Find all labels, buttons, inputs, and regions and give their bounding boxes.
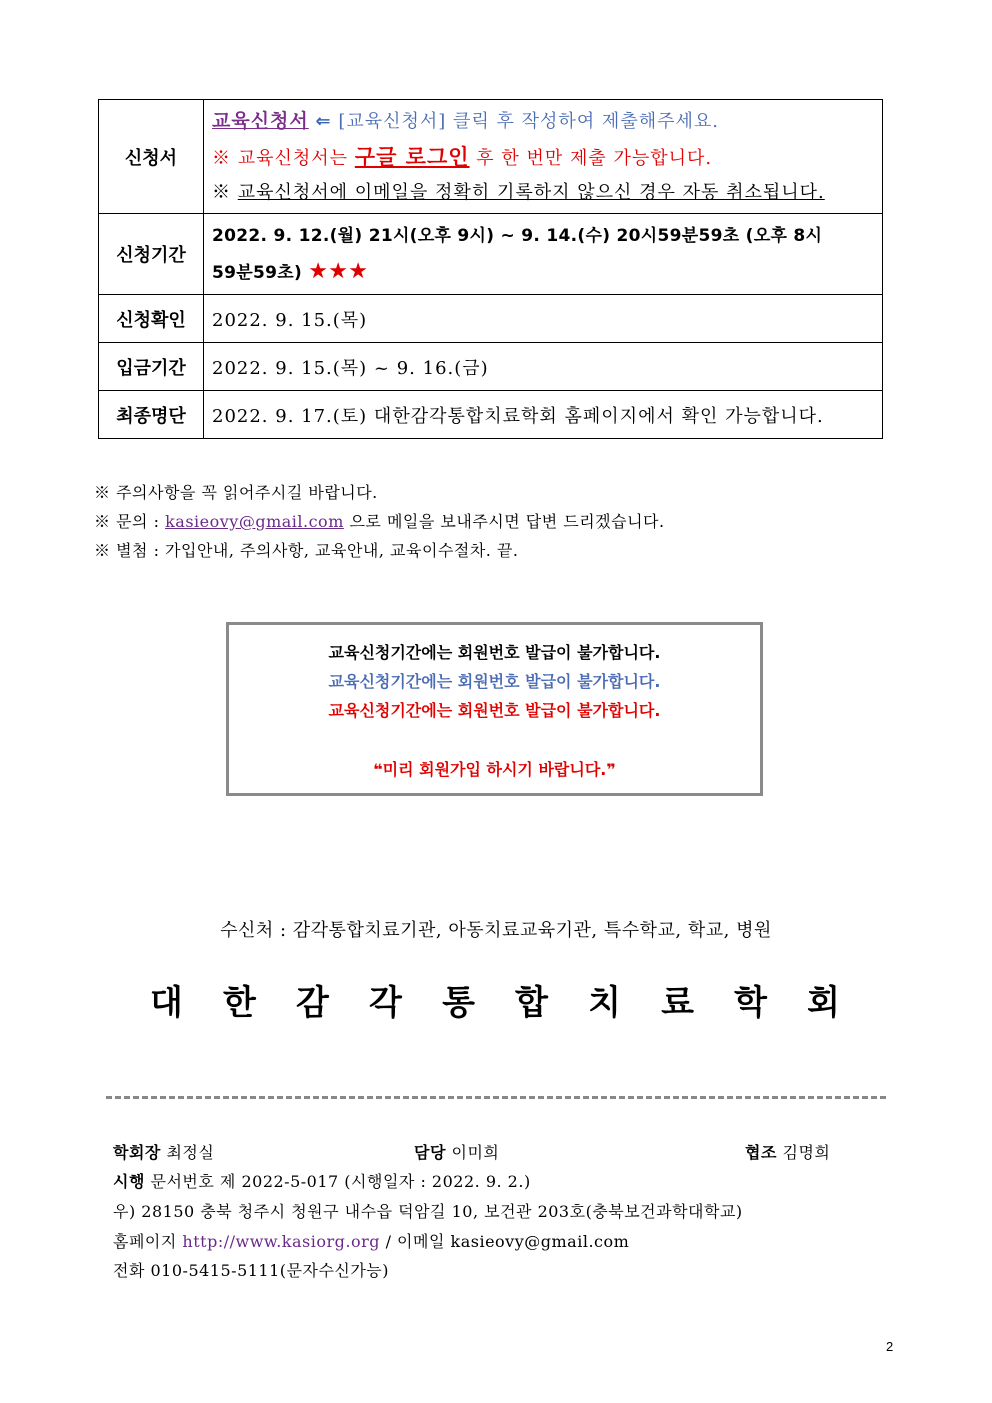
inquiry-prefix: ※ 문의 : <box>94 512 160 531</box>
note-attachment: ※ 별첨 : 가입안내, 주의사항, 교육안내, 교육이수절차. 끝. <box>94 541 519 560</box>
application-table <box>98 99 883 439</box>
footer-manager <box>414 1140 499 1163</box>
society-char: 통 <box>442 983 475 1023</box>
society-char: 회 <box>807 983 840 1023</box>
society-char: 한 <box>223 983 256 1023</box>
footer-staff-line <box>113 1140 214 1163</box>
period-line-1: 2022. 9. 12.(월) 21시(오후 9시) ~ 9. 14.(수) 20시59분59초 (오후 8시 <box>212 226 823 246</box>
confirmation-date: 2022. 9. 15.(목) <box>204 295 883 343</box>
page-number: 2 <box>886 1339 894 1354</box>
email-label: / 이메일 <box>385 1232 445 1251</box>
society-char: 치 <box>588 983 621 1023</box>
note-inquiry <box>94 507 665 536</box>
homepage-label: 홈페이지 <box>113 1232 177 1251</box>
footer-phone: 전화 010-5415-5111(문자수신가능) <box>113 1261 390 1280</box>
row-label-confirmation: 신청확인 <box>99 295 204 343</box>
notes-section <box>94 478 665 565</box>
note-read-carefully: ※ 주의사항을 꼭 읽어주시길 바랍니다. <box>94 483 378 502</box>
society-char: 대 <box>150 983 183 1023</box>
footer-homepage <box>113 1229 629 1252</box>
cooperation-name: 김명희 <box>782 1143 831 1162</box>
manager-label: 담당 <box>414 1143 446 1162</box>
footer-address: 우) 28150 충북 청주시 청원구 내수읍 덕암길 10, 보건관 203호(충북보건과학대학교) <box>113 1202 743 1221</box>
president-label: 학회장 <box>113 1143 161 1162</box>
society-name <box>150 975 840 1024</box>
login-prefix: ※ 교육신청서는 <box>212 147 349 169</box>
inquiry-suffix: 으로 메일을 보내주시면 답변 드리겠습니다. <box>349 512 665 531</box>
notice-signup: ❝미리 회원가입 하시기 바랍니다.❞ <box>373 760 616 779</box>
arrow-left-icon: ⇐ <box>315 110 332 132</box>
enforce-text: 문서번호 제 2022-5-017 (시행일자 : 2022. 9. 2.) <box>150 1172 531 1191</box>
recipients: 수신처 : 감각통합치료기관, 아동치료교육기관, 특수학교, 학교, 병원 <box>220 920 772 941</box>
society-char: 료 <box>661 983 694 1023</box>
inquiry-email-link[interactable]: kasieovy@gmail.com <box>165 512 344 531</box>
period-line-2: 59분59초) <box>212 263 303 283</box>
society-char: 감 <box>296 983 329 1023</box>
row-label-final-list: 최종명단 <box>99 391 204 439</box>
email-warning: 교육신청서에 이메일을 정확히 기록하지 않으신 경우 자동 취소됩니다. <box>237 181 825 203</box>
payment-period: 2022. 9. 15.(목) ~ 9. 16.(금) <box>204 343 883 391</box>
notice-line-black: 교육신청기간에는 회원번호 발급이 불가합니다. <box>328 643 661 662</box>
society-char: 각 <box>369 983 402 1023</box>
application-form-link[interactable]: 교육신청서 <box>212 109 309 132</box>
cooperation-label: 협조 <box>745 1143 777 1162</box>
login-suffix: 후 한 번만 제출 가능합니다. <box>476 147 713 169</box>
enforce-label: 시행 <box>113 1172 145 1191</box>
form-instruction: [교육신청서] 클릭 후 작성하여 제출해주세요. <box>338 110 719 132</box>
row-label-application-period: 신청기간 <box>99 214 204 295</box>
google-login-highlight: 구글 로그인 <box>354 144 470 169</box>
row-label-application-form: 신청서 <box>99 100 204 214</box>
notice-line-blue: 교육신청기간에는 회원번호 발급이 불가합니다. <box>328 672 661 691</box>
notice-line-red: 교육신청기간에는 회원번호 발급이 불가합니다. <box>328 701 661 720</box>
footer-email: kasieovy@gmail.com <box>450 1232 630 1251</box>
society-char: 학 <box>734 983 767 1023</box>
president-name: 최정실 <box>166 1143 215 1162</box>
notice-box <box>226 622 763 796</box>
star-icons: ★★★ <box>308 259 369 284</box>
final-list-info: 2022. 9. 17.(토) 대한감각통합치료학회 홈페이지에서 확인 가능합니다. <box>204 391 883 439</box>
email-warning-mark: ※ <box>212 181 231 203</box>
dashed-divider <box>106 1096 886 1099</box>
row-label-payment-period: 입금기간 <box>99 343 204 391</box>
manager-name: 이미희 <box>451 1143 500 1162</box>
footer-enforce <box>113 1169 531 1192</box>
society-char: 합 <box>515 983 548 1023</box>
homepage-link[interactable]: http://www.kasiorg.org <box>182 1232 380 1251</box>
footer-cooperation <box>745 1140 830 1163</box>
